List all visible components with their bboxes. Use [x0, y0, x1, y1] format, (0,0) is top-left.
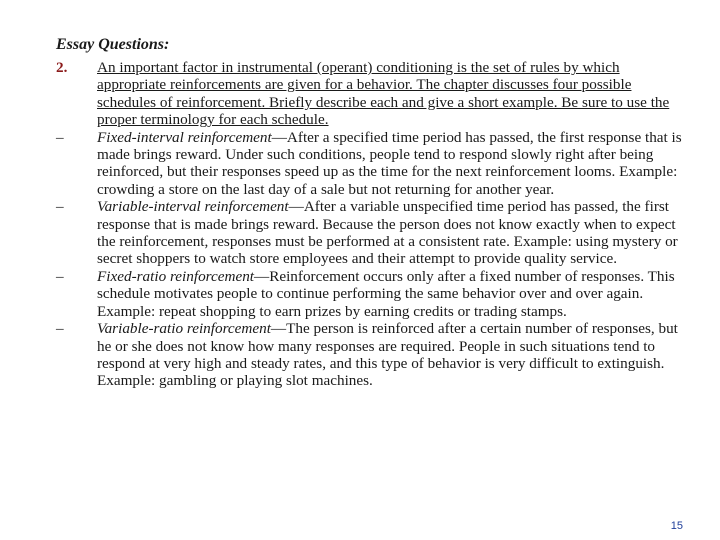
question-number: 2. [56, 59, 68, 76]
dash-bullet: – [56, 198, 64, 216]
essay-question-list [56, 59, 692, 390]
answer-item-variable-ratio [56, 320, 692, 390]
answer-term: Fixed-interval reinforcement [97, 128, 272, 146]
answer-term: Variable-ratio reinforcement [97, 320, 271, 338]
answer-item-fixed-interval [56, 129, 692, 199]
question-text: An important factor in instrumental (operant) conditioning is the set of rules by which appropriate reinforcements are given for a behavior. The chapter discusses four possible schedules of reinforcement. Briefly describe each and give a short example. Be sure to use the proper terminology for each schedule. [97, 59, 670, 129]
answer-term: Variable-interval reinforcement [97, 198, 289, 216]
dash-bullet: – [56, 267, 64, 285]
answer-description: —After a specified time period has passed, the first response that is made brings reward. Under such conditions, people tend to respond slowly right after being reinforced, but their responses speed up as the time for the next reinforcement looms. Example: crowding a store on the last day of a sale but not returning for another year. [97, 128, 682, 198]
dash-bullet: – [56, 128, 64, 146]
answer-item-fixed-ratio [56, 268, 692, 320]
question-item [56, 59, 692, 129]
page-number: 15 [670, 520, 683, 532]
page-title: Essay Questions: [56, 36, 170, 53]
dash-bullet: – [56, 320, 64, 338]
answer-item-variable-interval [56, 198, 692, 268]
answer-description: —The person is reinforced after a certain number of responses, but he or she does not know how many responses are required. People in such situations tend to respond at very high and steady rates, and this type of behavior is very difficult to extinguish. Example: gambling or playing slot machines. [97, 320, 678, 390]
answer-description: —Reinforcement occurs only after a fixed number of responses. This schedule motivates people to continue performing the same behavior over and over again. Example: repeat shopping to earn prizes by earning credits or trading stamps. [97, 267, 675, 320]
answer-term: Fixed-ratio reinforcement [97, 267, 255, 285]
answer-description: —After a variable unspecified time period has passed, the first response that is made brings reward. Because the person does not know exactly when to expect the reinforcement, responses must be performed at a consistent rate. Example: using mystery or secret shoppers to watch store employees and their attempt to provide quality service. [97, 198, 678, 268]
